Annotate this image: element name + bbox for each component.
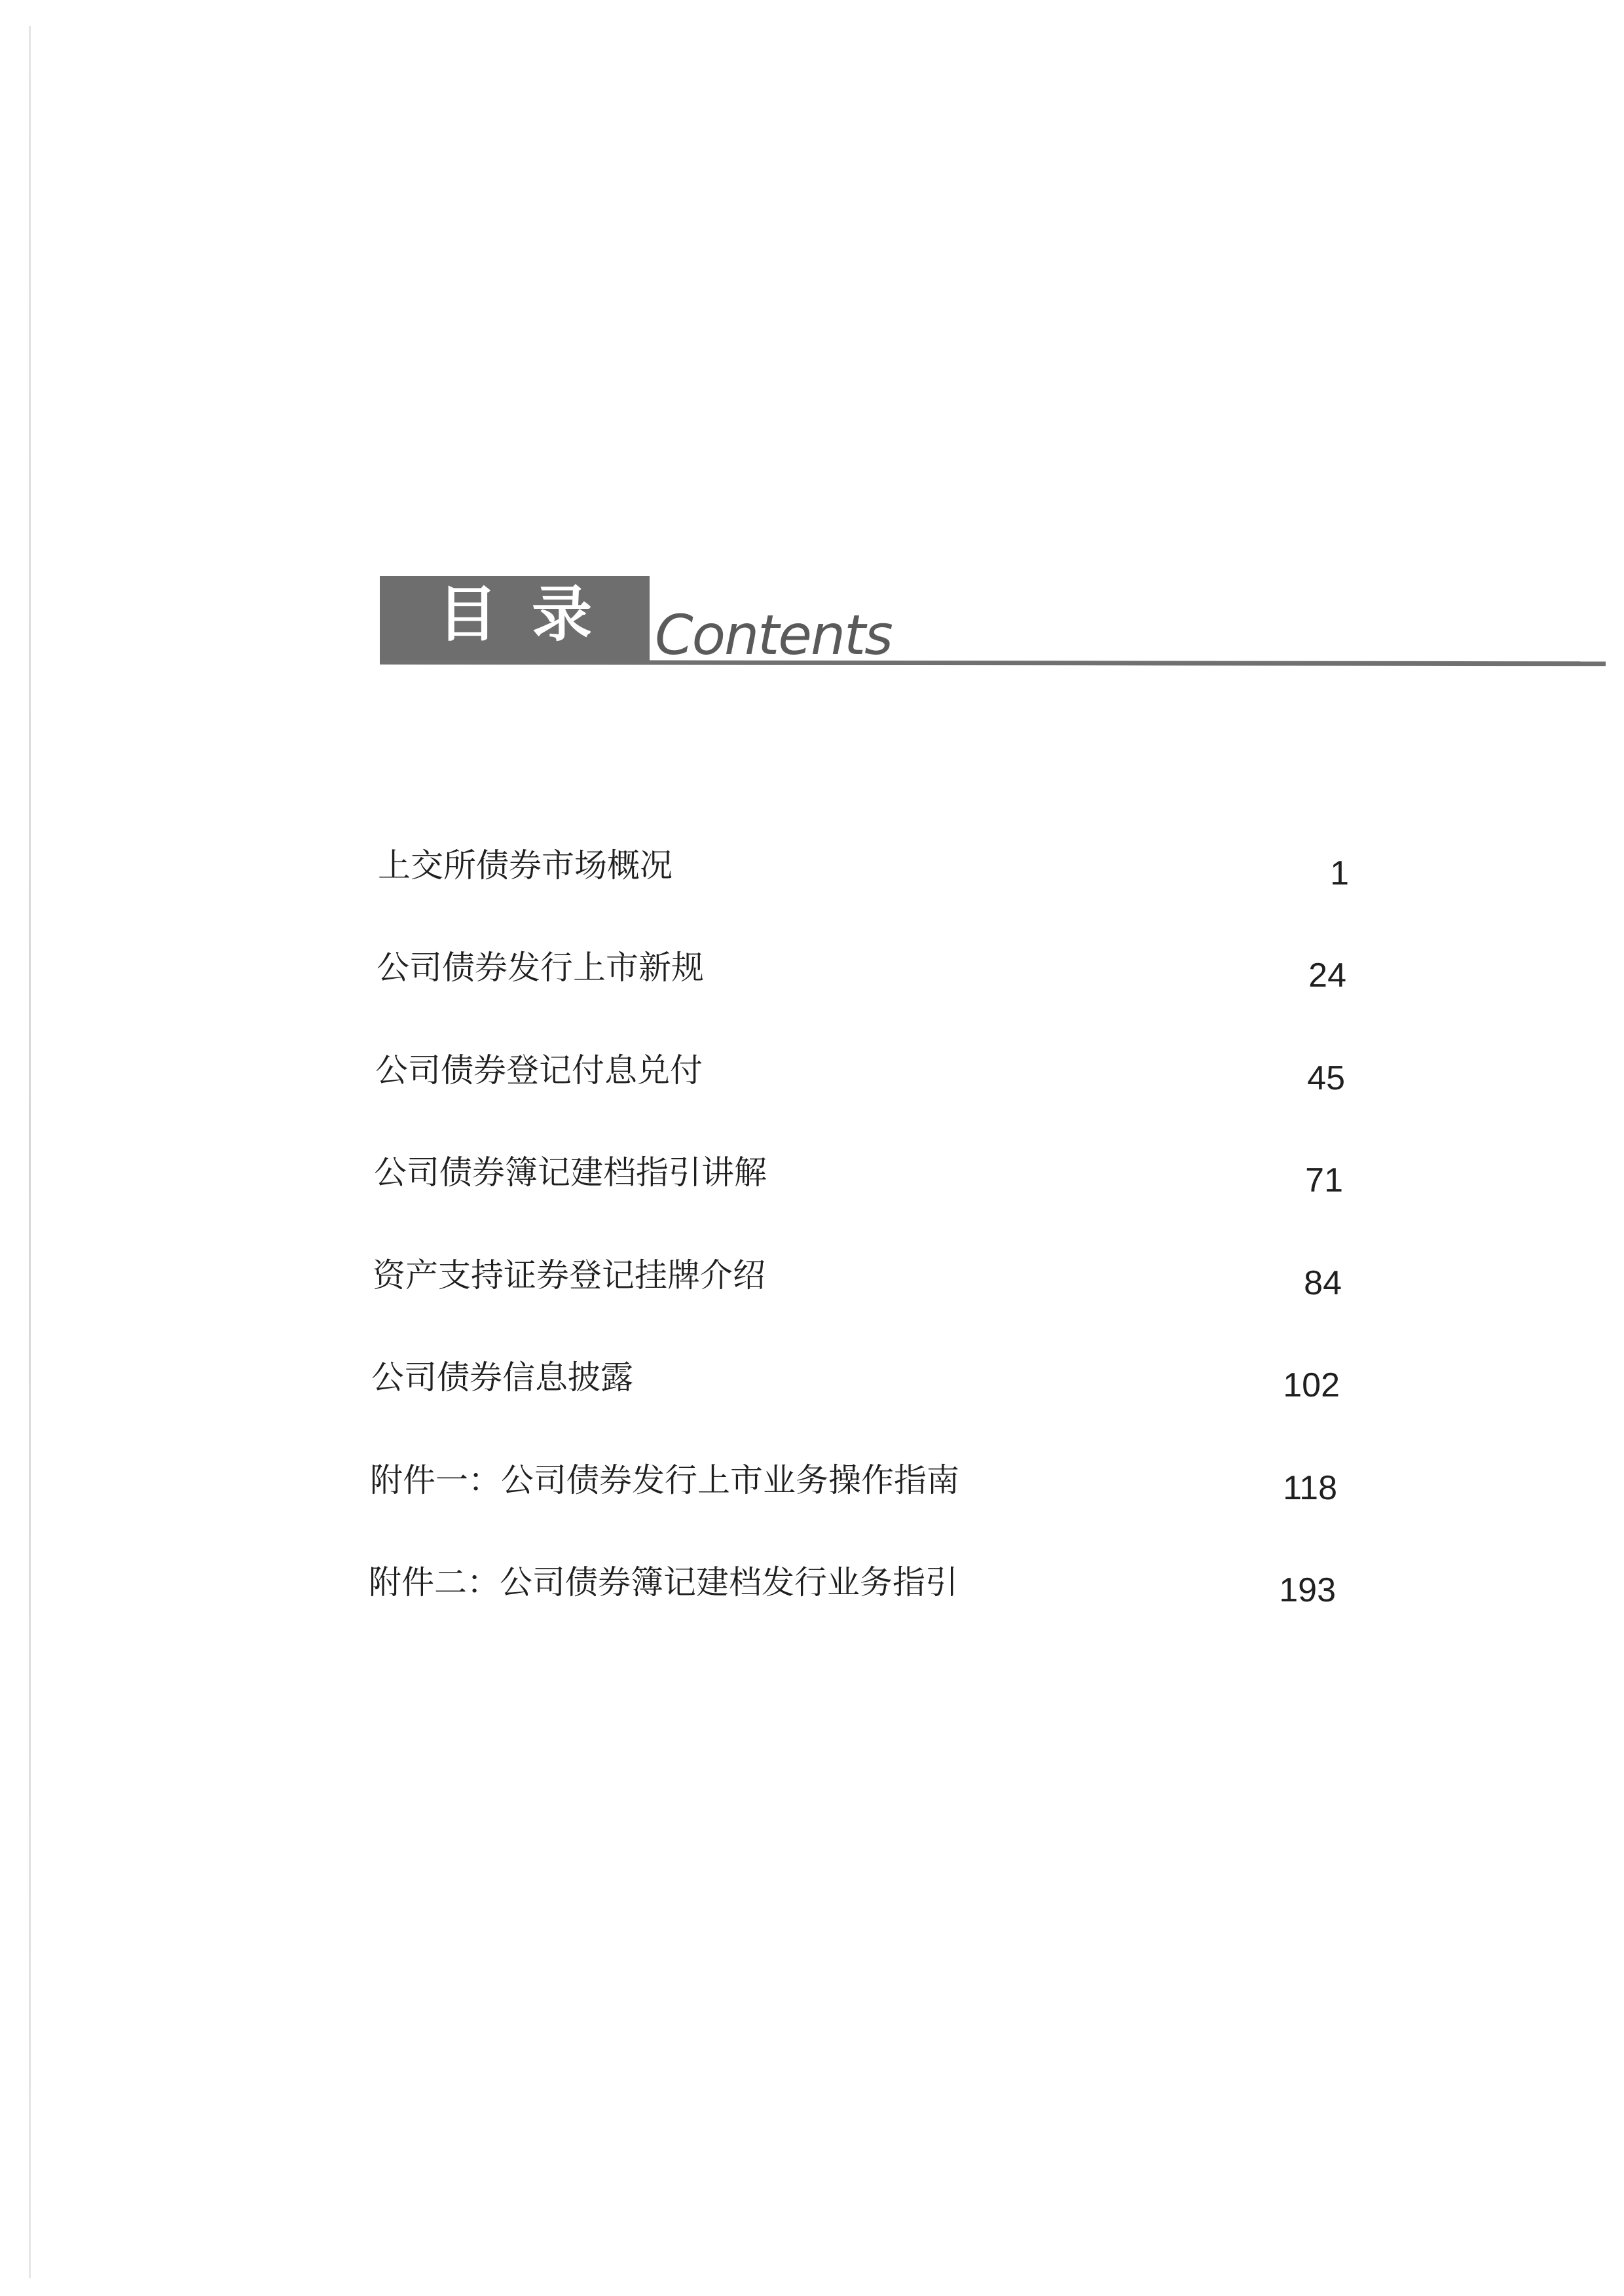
toc-entry-page: 24 (1308, 957, 1346, 994)
toc-entry[interactable] (0, 1457, 1624, 1516)
toc-entry-title: 上交所债券市场概况 (378, 847, 673, 884)
toc-entry-page: 84 (1304, 1264, 1342, 1302)
toc-entry[interactable] (0, 1355, 1624, 1413)
toc-entry-title: 公司债券登记付息兑付 (375, 1051, 703, 1089)
toc-entry-title: 附件二：公司债券簿记建档发行业务指引 (369, 1563, 958, 1601)
toc-entry[interactable] (0, 1048, 1624, 1106)
toc-entry[interactable] (0, 1252, 1624, 1311)
toc-entry-page: 71 (1305, 1161, 1343, 1199)
toc-entry-title: 资产支持证券登记挂牌介绍 (373, 1256, 766, 1294)
toc-entry-page: 1 (1330, 854, 1349, 892)
toc-entry[interactable] (0, 1150, 1624, 1209)
toc-entry-title: 公司债券发行上市新规 (377, 949, 704, 987)
heading-divider (380, 660, 1606, 666)
toc-entry-title: 公司债券信息披露 (371, 1358, 633, 1396)
toc-entry[interactable] (0, 1559, 1624, 1618)
toc-entry-page: 193 (1279, 1571, 1336, 1609)
toc-entry[interactable] (0, 945, 1624, 1004)
toc-entry-page: 118 (1283, 1469, 1337, 1507)
toc-heading-chinese: 目录 (437, 579, 627, 649)
toc-entry-title: 附件一：公司债券发行上市业务操作指南 (370, 1461, 959, 1499)
toc-entry-page: 102 (1283, 1366, 1340, 1404)
toc-entry[interactable] (0, 843, 1624, 902)
toc-entry-title: 公司债券簿记建档指引讲解 (374, 1154, 767, 1192)
toc-entry-page: 45 (1307, 1059, 1345, 1097)
toc-heading-english: Contents (655, 603, 892, 667)
